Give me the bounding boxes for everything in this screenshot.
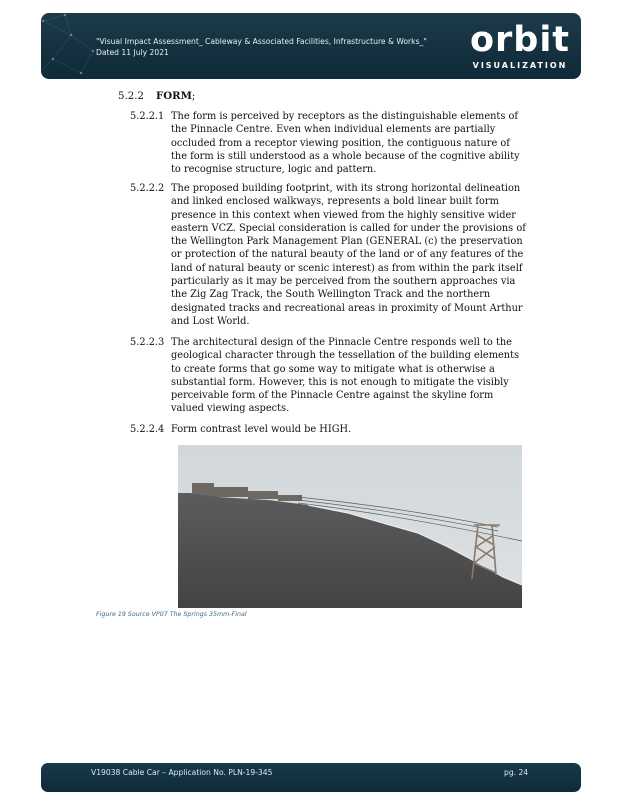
paragraph-number: 5.2.2.2 (130, 183, 165, 194)
logo-word: orbit (469, 20, 571, 60)
logo-subtitle: VISUALIZATION (472, 61, 568, 70)
section-title (156, 90, 195, 103)
paragraph-number: 5.2.2.1 (130, 111, 165, 122)
section-number: 5.2.2 (118, 91, 144, 102)
paragraph-number: 5.2.2.3 (130, 337, 165, 348)
footer-banner (41, 763, 581, 792)
paragraph-text: The form is perceived by receptors as the distinguishable elements of the Pinnacle Centre. Even when individual elements are partially occluded from a receptor viewing position, the contiguous nature of the form is still understood as a whole because of the cognitive ability to recognise structure, logic and pattern. (171, 111, 520, 176)
footer-document-reference: V19038 Cable Car – Application No. PLN-19-345 (91, 768, 273, 777)
mountain-photo-illustration (178, 445, 522, 608)
page-number: pg. 24 (504, 768, 529, 777)
figure-photo (178, 445, 522, 608)
figure-caption: Figure 19 Source VP07 The Springs 35mm-Final (96, 611, 247, 618)
paragraph-number: 5.2.2.4 (130, 424, 165, 435)
document-date: Dated 11 July 2021 (96, 48, 169, 57)
paragraph-text: The proposed building footprint, with its strong horizontal delineation and linked enclosed walkways, represents a bold linear built form presence in this context when viewed from the highly sensitive wider eastern VCZ. Special consideration is called for under the provisions of the Wellington Park Management Plan (GENERAL (c) the preservation or protection of the natural beauty of the land or of any features of the land of natural beauty or scenic interest) as from within the park itself particularly as it may be perceived from the southern approaches via the Zig Zag Track, the South Wellington Track and the northern designated tracks and recreational areas in proximity of Mount Arthur and Lost World. (171, 183, 526, 327)
document-title-line1: "Visual Impact Assessment_ Cableway & Associated Facilities, Infrastructure & Works_" (96, 37, 427, 46)
section-title-suffix: ; (191, 91, 196, 102)
paragraph-text: Form contrast level would be HIGH. (171, 424, 352, 435)
paragraph-text: The architectural design of the Pinnacle Centre responds well to the geological character through the tessellation of the building elements to create forms that go some way to mitigate what is otherwise a substantial form. However, this is not enough to mitigate the visibly perceivable form of the Pinnacle Centre against the skyline form valued viewing aspects. (171, 337, 520, 415)
orbit-logo (466, 21, 574, 75)
header-banner (41, 13, 581, 79)
document-title (96, 36, 486, 58)
section-title-text: FORM (156, 90, 192, 102)
